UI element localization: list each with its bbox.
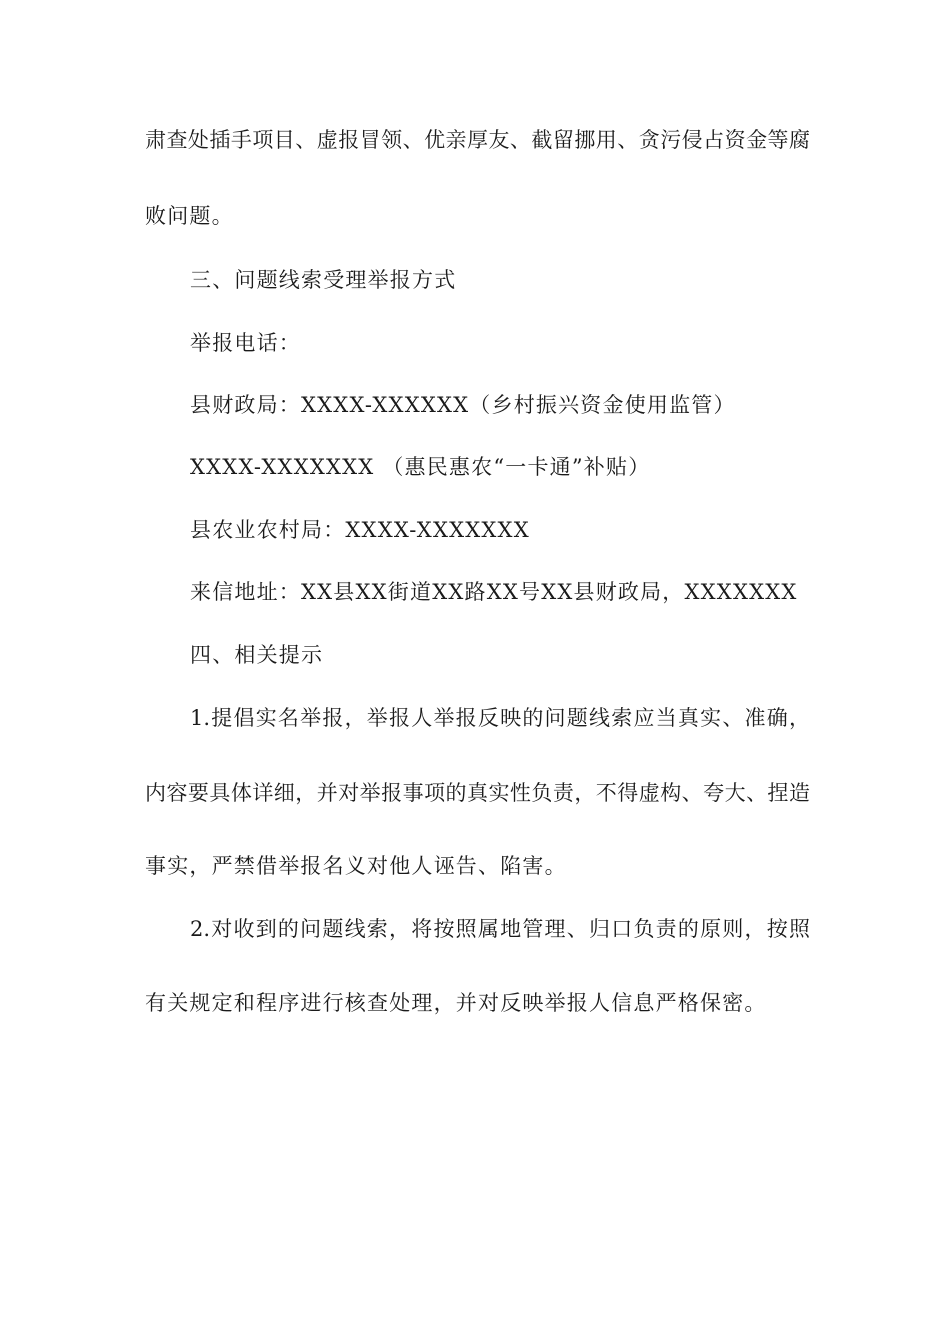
- paragraph-line: 内容要具体详细，并对举报事项的真实性负责，不得虚构、夸大、捏造: [145, 781, 810, 805]
- paragraph-line: 2.对收到的问题线索，将按照属地管理、归口负责的原则，按照: [190, 917, 810, 941]
- address-line: 来信地址：XX县XX街道XX路XX号XX县财政局，XXXXXXX: [190, 580, 798, 604]
- paragraph-line: 事实，严禁借举报名义对他人诬告、陷害。: [145, 854, 567, 878]
- contact-line: XXXX-XXXXXXX （惠民惠农“一卡通”补贴）: [190, 455, 651, 479]
- contact-line: 县财政局：XXXX-XXXXXX（乡村振兴资金使用监管）: [190, 393, 736, 417]
- contact-line: 县农业农村局：XXXX-XXXXXXX: [190, 518, 530, 542]
- paragraph-line: 败问题。: [145, 204, 234, 228]
- section-heading: 三、问题线索受理举报方式: [190, 268, 457, 292]
- paragraph-line: 举报电话：: [190, 331, 301, 355]
- section-heading: 四、相关提示: [190, 643, 324, 667]
- paragraph-line: 有关规定和程序进行核查处理，并对反映举报人信息严格保密。: [145, 991, 767, 1015]
- paragraph-line: 1.提倡实名举报，举报人举报反映的问题线索应当真实、准确，: [190, 706, 810, 730]
- paragraph-line: 肃查处插手项目、虚报冒领、优亲厚友、截留挪用、贪污侵占资金等腐: [145, 128, 810, 152]
